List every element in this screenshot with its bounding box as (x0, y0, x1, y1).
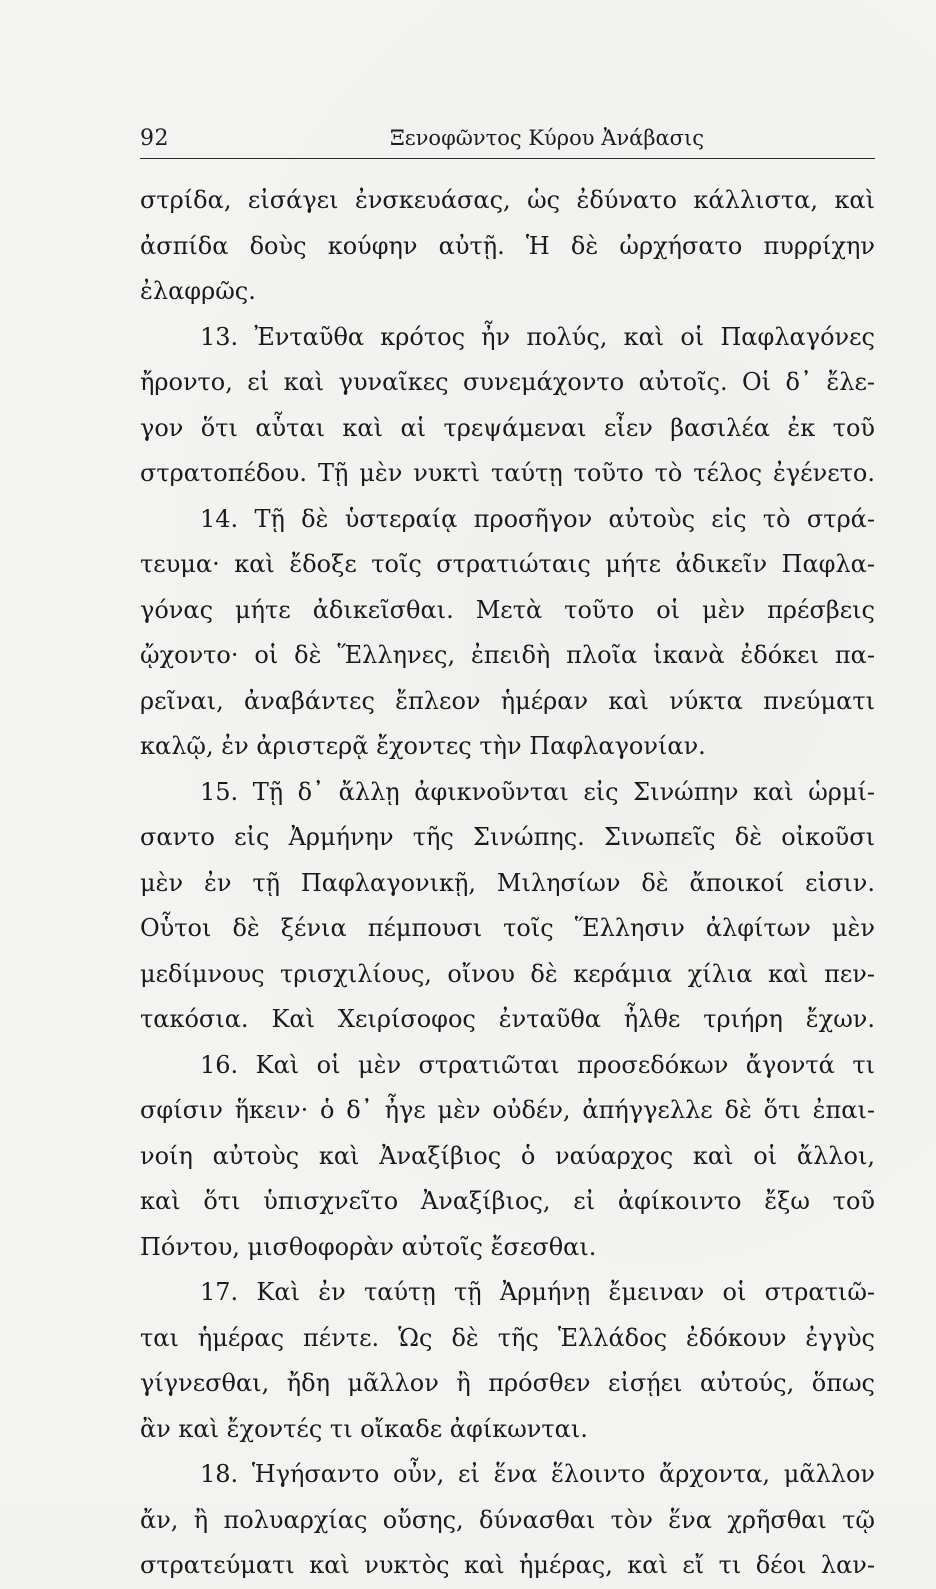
text-line: σφίσιν ἥκειν· ὁ δ᾽ ἦγε μὲν οὐδέν, ἀπήγγελλε δὲ ὅτι ἐπαι- (140, 1096, 875, 1124)
text-line: ἄν, ἢ πολυαρχίας οὔσης, δύνασθαι τὸν ἕνα χρῆσθαι τῷ (140, 1505, 875, 1534)
text-line: Οὗτοι δὲ ξένια πέμπουσι τοῖς Ἕλλησιν ἀλφίτων μὲν (140, 914, 875, 942)
text-line: γόνας μήτε ἀδικεῖσθαι. Μετὰ τοῦτο οἱ μὲν πρέσβεις (140, 595, 875, 624)
text-line: ἂν καὶ ἔχοντές τι οἴκαδε ἀφίκωνται. (140, 1414, 588, 1443)
section-15-start: 15. Τῇ δ᾽ ἄλλῃ ἀφικνοῦνται εἰς Σινώπην καὶ ὡρμί- (200, 777, 875, 806)
text-line: καλῷ, ἐν ἀριστερᾷ ἔχοντες τὴν Παφλαγονίαν. (140, 732, 706, 760)
text-line: ᾤχοντο· οἱ δὲ Ἕλληνες, ἐπειδὴ πλοῖα ἱκανὰ ἐδόκει πα- (140, 641, 875, 669)
running-head: Ξενοφῶντος Κύρου Ἀνάβασις (390, 126, 705, 150)
text-line: ἀσπίδα δοὺς κούφην αὐτῇ. Ἡ δὲ ὠρχήσατο πυρρίχην (140, 231, 875, 260)
text-line: τευμα· καὶ ἔδοξε τοῖς στρατιώταις μήτε ἀδικεῖν Παφλα- (140, 550, 875, 578)
text-line: τακόσια. Καὶ Χειρίσοφος ἐνταῦθα ἦλθε τριήρη ἔχων. (140, 1005, 875, 1033)
section-18-start: 18. Ἡγήσαντο οὖν, εἰ ἕνα ἕλοιντο ἄρχοντα, μᾶλλον (200, 1460, 875, 1488)
text-line: ἐλαφρῶς. (140, 277, 256, 305)
text-line: στρατεύματι καὶ νυκτὸς καὶ ἡμέρας, καὶ εἴ τι δέοι λαν- (140, 1551, 875, 1579)
text-line: καὶ ὅτι ὑπισχνεῖτο Ἀναξίβιος, εἰ ἀφίκοιντο ἔξω τοῦ (140, 1187, 875, 1215)
text-line: γίγνεσθαι, ἤδη μᾶλλον ἢ πρόσθεν εἰσῄει αὐτούς, ὅπως (140, 1369, 875, 1397)
text-line: γον ὅτι αὗται καὶ αἱ τρεψάμεναι εἶεν βασιλέα ἐκ τοῦ (140, 413, 875, 442)
section-14-start: 14. Τῇ δὲ ὑστεραίᾳ προσῆγον αὐτοὺς εἰς τὸ στρά- (200, 504, 875, 533)
text-line: Πόντου, μισθοφορὰν αὐτοῖς ἔσεσθαι. (140, 1232, 597, 1261)
page-number: 92 (140, 126, 169, 151)
text-line: νοίη αὐτοὺς καὶ Ἀναξίβιος ὁ ναύαρχος καὶ οἱ ἄλλοι, (140, 1141, 875, 1170)
text-line: ται ἡμέρας πέντε. Ὡς δὲ τῆς Ἑλλάδος ἐδόκουν ἐγγὺς (140, 1323, 875, 1352)
section-17-start: 17. Καὶ ἐν ταύτῃ τῇ Ἀρμήνῃ ἔμειναν οἱ στρατιῶ- (200, 1278, 875, 1306)
text-line: μὲν ἐν τῇ Παφλαγονικῇ, Μιλησίων δὲ ἄποικοί εἰσιν. (140, 868, 875, 897)
section-16-start: 16. Καὶ οἱ μὲν στρατιῶται προσεδόκων ἄγοντά τι (200, 1050, 875, 1079)
text-line: σαντο εἰς Ἀρμήνην τῆς Σινώπης. Σινωπεῖς δὲ οἰκοῦσι (140, 823, 875, 851)
text-line: ἤροντο, εἰ καὶ γυναῖκες συνεμάχοντο αὐτοῖς. Οἱ δ᾽ ἔλε- (140, 368, 875, 396)
page-header (140, 124, 875, 159)
text-line: μεδίμνους τρισχιλίους, οἴνου δὲ κεράμια χίλια καὶ πεν- (140, 959, 875, 988)
text-line: ρεῖναι, ἀναβάντες ἔπλεον ἡμέραν καὶ νύκτα πνεύματι (140, 686, 875, 715)
main-text (140, 178, 875, 1589)
text-line: στρατοπέδου. Τῇ μὲν νυκτὶ ταύτῃ τοῦτο τὸ τέλος ἐγένετο. (140, 459, 875, 487)
section-13-start: 13. Ἐνταῦθα κρότος ἦν πολύς, καὶ οἱ Παφλαγόνες (200, 322, 875, 351)
text-line: στρίδα, εἰσάγει ἐνσκευάσας, ὡς ἐδύνατο κάλλιστα, καὶ (140, 186, 875, 214)
